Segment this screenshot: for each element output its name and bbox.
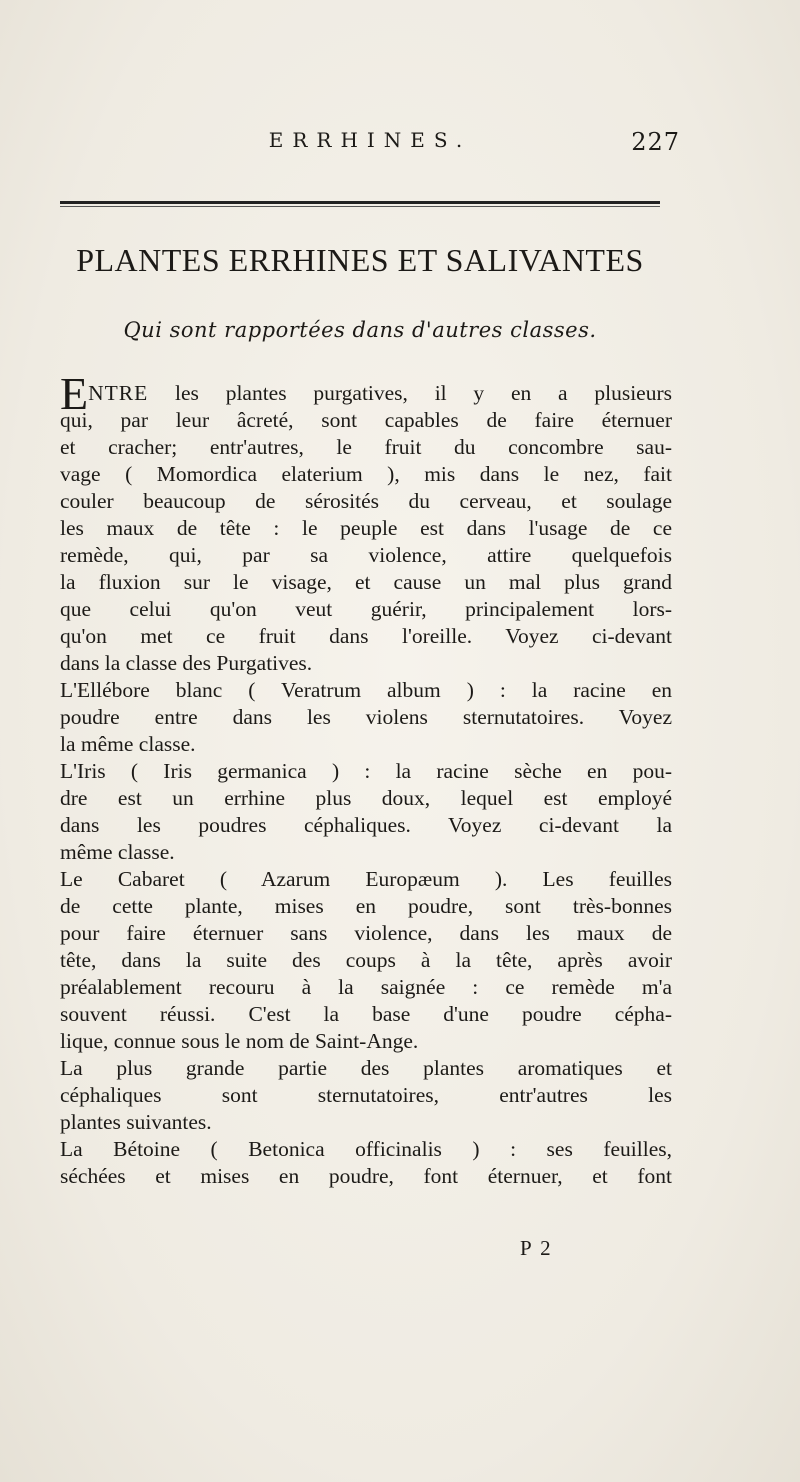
section-title: PLANTES ERRHINES ET SALIVANTES — [76, 242, 644, 278]
text-line: Le Cabaret ( Azarum Europæum ). Les feuilles — [60, 867, 672, 891]
text-line: même classe. — [60, 840, 175, 864]
text-line: L'Ellébore blanc ( Veratrum album ) : la racine en — [60, 678, 672, 702]
text-line: dre est un errhine plus doux, lequel est employé — [60, 786, 672, 810]
header-rule — [60, 201, 660, 204]
text-line: souvent réussi. C'est la base d'une poudre cépha- — [60, 1002, 672, 1026]
text-line: la fluxion sur le visage, et cause un mal plus grand — [60, 570, 672, 594]
header-rule-thin — [60, 206, 660, 207]
text-line: tête, dans la suite des coups à la tête, après avoir — [60, 948, 672, 972]
line-text: les plantes purgatives, il y en a plusieurs — [148, 381, 672, 405]
text-line: couler beaucoup de sérosités du cerveau, et soulage — [60, 489, 672, 513]
text-line: la même classe. — [60, 732, 196, 756]
text-line: La Bétoine ( Betonica officinalis ) : ses feuilles, — [60, 1137, 672, 1161]
text-line — [60, 368, 672, 419]
section-subtitle: Qui sont rapportées dans d'autres classes. — [123, 318, 597, 342]
running-head: ERRHINES. — [268, 128, 472, 152]
text-line: qu'on met ce fruit dans l'oreille. Voyez ci-devant — [60, 624, 672, 648]
body-text — [60, 368, 672, 1190]
page-header — [60, 128, 680, 164]
text-line: que celui qu'on veut guérir, principalement lors- — [60, 597, 672, 621]
page-number: 227 — [631, 128, 680, 156]
text-line: de cette plante, mises en poudre, sont très-bonnes — [60, 894, 672, 918]
text-line: La plus grande partie des plantes aromatiques et — [60, 1056, 672, 1080]
signature-mark: P 2 — [520, 1236, 553, 1260]
text-line: dans la classe des Purgatives. — [60, 651, 313, 675]
text-line: plantes suivantes. — [60, 1110, 212, 1134]
text-line: L'Iris ( Iris germanica ) : la racine sèche en pou- — [60, 759, 672, 783]
text-line: séchées et mises en poudre, font éternuer, et font — [60, 1164, 672, 1188]
text-line: vage ( Momordica elaterium ), mis dans le nez, fait — [60, 462, 672, 486]
text-line: pour faire éternuer sans violence, dans les maux de — [60, 921, 672, 945]
text-line: dans les poudres céphaliques. Voyez ci-devant la — [60, 813, 672, 837]
text-line: poudre entre dans les violens sternutatoires. Voyez — [60, 705, 672, 729]
text-line: lique, connue sous le nom de Saint-Ange. — [60, 1029, 419, 1053]
text-line: céphaliques sont sternutatoires, entr'autres les — [60, 1083, 672, 1107]
text-line: préalablement recouru à la saignée : ce remède m'a — [60, 975, 672, 999]
text-line: les maux de tête : le peuple est dans l'usage de ce — [60, 516, 672, 540]
first-word-rest: NTRE — [88, 381, 149, 405]
text-line: qui, par leur âcreté, sont capables de faire éternuer — [60, 408, 672, 432]
text-line: remède, qui, par sa violence, attire quelquefois — [60, 543, 672, 567]
text-line: et cracher; entr'autres, le fruit du concombre sau- — [60, 435, 672, 459]
drop-cap: E — [60, 368, 89, 419]
